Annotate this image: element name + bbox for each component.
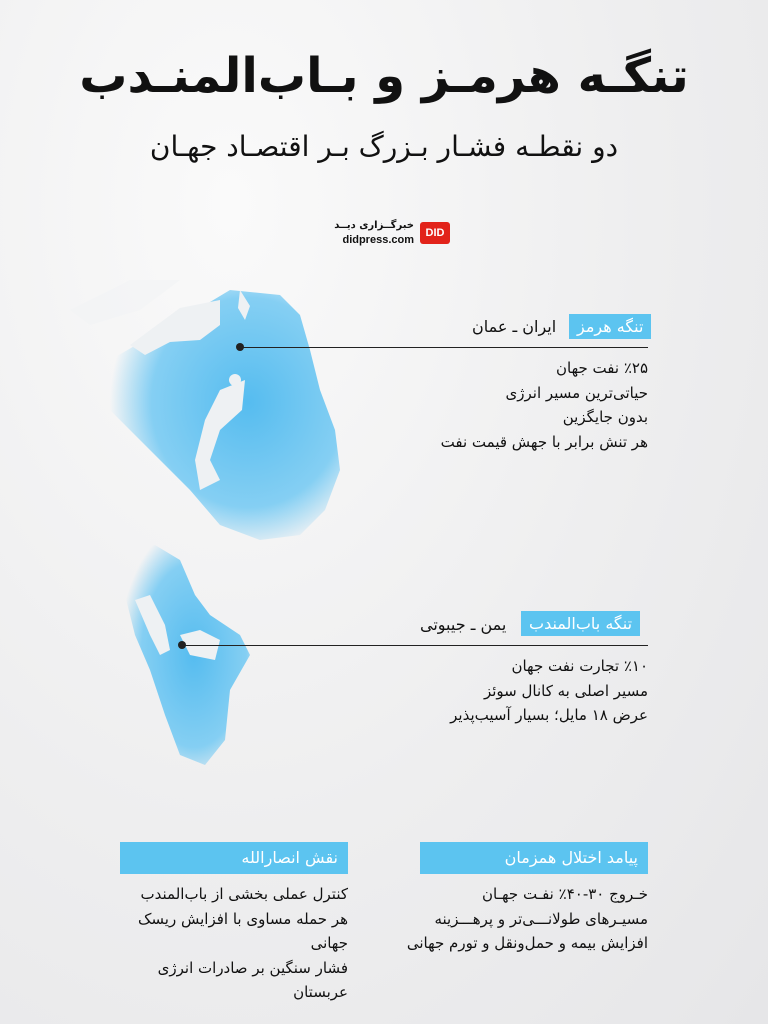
logo-url: didpress.com — [342, 234, 414, 246]
hormuz-leader-line — [240, 347, 648, 348]
hormuz-map — [70, 280, 360, 540]
hormuz-fact: بدون جایگزین — [562, 408, 648, 426]
bab-el-mandeb-countries: یمن ـ جیبوتی — [420, 615, 507, 634]
bab-el-mandeb-leader-line — [182, 645, 648, 646]
ansarallah-heading: نقش انصارالله — [120, 842, 348, 874]
ansarallah-item: کنترل عملی بخشی از باب‌المندب — [140, 885, 348, 903]
consequence-item: افزایش بیمه و حمل‌ونقل و تورم جهانی — [406, 934, 648, 952]
bab-el-mandeb-fact: ٪۱۰ تجارت نفت جهان — [511, 657, 648, 675]
page-title: تنگـه هرمـز و بـاب‌المنـدب — [79, 48, 689, 104]
hormuz-fact: هر تنش برابر با جهش قیمت نفت — [440, 432, 648, 451]
logo-badge: DID — [420, 222, 450, 244]
ansarallah-item: هر حمله مساوی با افزایش ریسک جهانی — [138, 909, 348, 952]
ansarallah-item: فشار سنگین بر صادرات انرژی عربستان — [157, 958, 348, 1001]
publisher-logo[interactable] — [320, 214, 450, 254]
bab-el-mandeb-fact: مسیر اصلی به کانال سوئز — [483, 681, 648, 700]
ansarallah-list — [100, 882, 348, 1005]
bab-el-mandeb-facts — [420, 654, 648, 728]
bab-el-mandeb-map — [110, 540, 260, 770]
consequence-item: مسیـرهای طولانـــی‌تر و پرهـــزینه — [434, 909, 648, 928]
logo-name: خبرگــزاری دیــد — [334, 220, 414, 231]
consequence-heading: پیامد اختلال همزمان — [420, 842, 648, 874]
consequence-list — [405, 882, 648, 956]
hormuz-fact: ٪۲۵ نفت جهان — [556, 359, 648, 377]
hormuz-fact: حیاتی‌ترین مسیر انرژی — [505, 383, 648, 402]
bab-el-mandeb-fact: عرض ۱۸ مایل؛ بسیار آسیب‌پذیر — [450, 706, 648, 724]
hormuz-tag: تنگه هرمز — [569, 314, 651, 339]
hormuz-facts — [420, 356, 648, 454]
page-subtitle: دو نقطـه فشـار بـزرگ بـر اقتصـاد جهـان — [149, 130, 619, 163]
hormuz-countries: ایران ـ عمان — [472, 317, 557, 336]
bab-el-mandeb-tag: تنگه باب‌المندب — [521, 611, 640, 636]
consequence-item: خـروج ۳۰-۴۰٪ نفـت جهـان — [482, 885, 648, 903]
